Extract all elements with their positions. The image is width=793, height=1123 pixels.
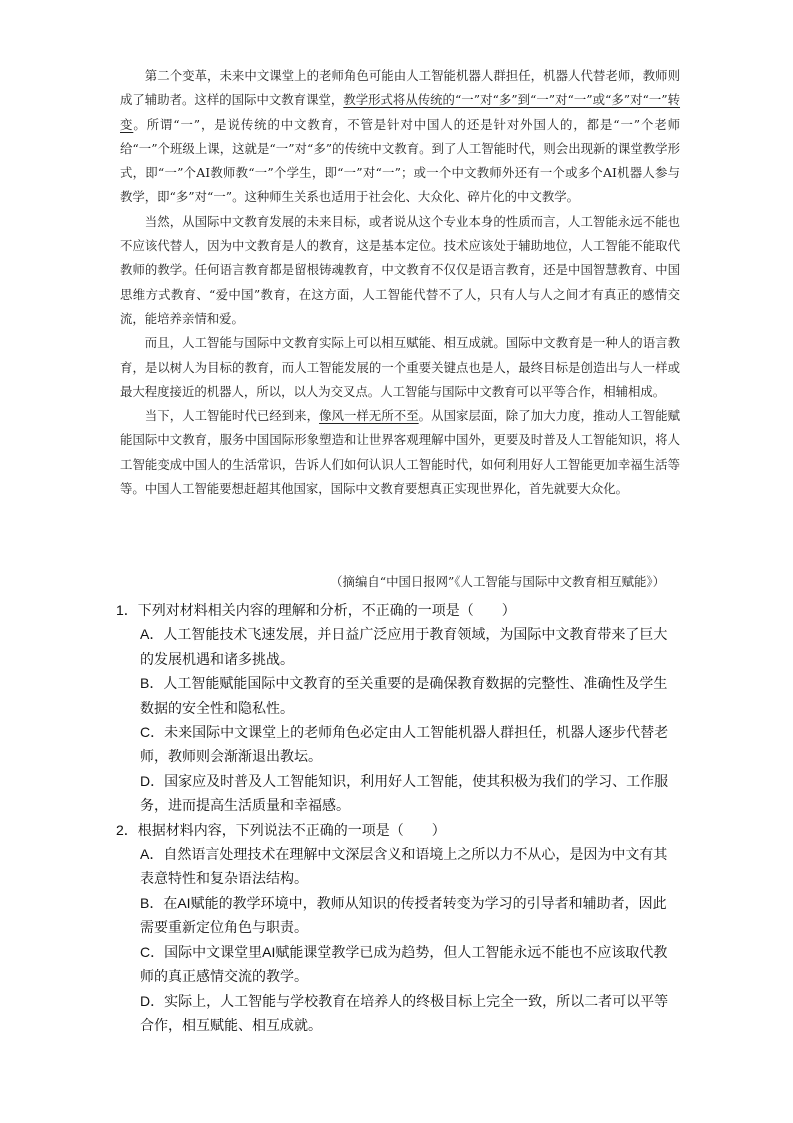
option-b: B．在AI赋能的教学环境中，教师从知识的传授者转变为学习的引导者和辅助者，因此需要重新定位角色与职责。 bbox=[140, 894, 667, 936]
source-citation: （摘编自“中国日报网”《人工智能与国际中文教育相互赋能》） bbox=[330, 574, 665, 589]
passage-paragraph-1 bbox=[120, 64, 680, 210]
question-1 bbox=[116, 598, 676, 818]
question-stem: 2．根据材料内容，下列说法不正确的一项是（ ） bbox=[116, 821, 446, 838]
passage-paragraph-3: 而且，人工智能与国际中文教育实际上可以相互赋能、相互成就。国际中文教育是一种人的语言教育，是以树人为目标的教育，而人工智能发展的一个重要关键点也是人，最终目标是创造出与人一样或最大程度接近的机器人，所以，以人为交叉点。人工智能与国际中文教育可以平等合作，相辅相成。 bbox=[120, 335, 680, 399]
option-a: A．自然语言处理技术在理解中文深层含义和语境上之所以力不从心，是因为中文有其表意特性和复杂语法结构。 bbox=[140, 846, 668, 887]
option-c: C．未来国际中文课堂上的老师角色必定由人工智能机器人群担任，机器人逐步代替老师，教师则会渐渐退出教坛。 bbox=[140, 724, 669, 765]
underlined-phrase: 像风一样无所不至 bbox=[319, 408, 419, 424]
passage-paragraph-2: 当然，从国际中文教育发展的未来目标，或者说从这个专业本身的性质而言，人工智能永远不能也不应该代替人，因为中文教育是人的教育，这是基本定位。技术应该处于辅助地位，人工智能不能取代教师的教学。任何语言教育都是留根铸魂教育，中文教育不仅仅是语言教育，还是中国智慧教育、中国思维方式教育、“爱中国”教育，在这方面，人工智能代替不了人，只有人与人之间才有真正的感情交流，能培养亲情和爱。 bbox=[120, 213, 680, 326]
passage-text: 当下，人工智能时代已经到来， bbox=[144, 408, 320, 424]
option-d: D．国家应及时普及人工智能知识，利用好人工智能，使其积极为我们的学习、工作服务，进而提高生活质量和幸福感。 bbox=[140, 772, 669, 814]
passage-text: 第二个变革，未来中文课堂上的老师角色可能由人工智能机器人群担任，机器人代替老师，教师则成了辅助者。这样的国际中文教育课堂， bbox=[120, 68, 680, 108]
passage-paragraph-4 bbox=[120, 404, 680, 501]
passage-text: 。从国家层面，除了加大力度，推动人工智能赋能国际中文教育，服务中国国际形象塑造和让世界客观理解中国外，更要及时普及人工智能知识，将人工智能变成中国人的生活常识，告诉人们如何认识人工智能时代，如何利用好人工智能更加幸福生活等等。中国人工智能要想赶超其他国家，国际中文教育要想真正实现世界化，首先就要大众化。 bbox=[120, 408, 681, 497]
option-a: A．人工智能技术飞速发展，并日益广泛应用于教育领域，为国际中文教育带来了巨大的发展机遇和诸多挑战。 bbox=[140, 626, 668, 667]
option-d: D．实际上，人工智能与学校教育在培养人的终极目标上完全一致，所以二者可以平等合作，相互赋能、相互成就。 bbox=[140, 992, 669, 1033]
option-b: B．人工智能赋能国际中文教育的至关重要的是确保教育数据的完整性、准确性及学生数据的安全性和隐私性。 bbox=[140, 675, 668, 716]
question-2 bbox=[116, 818, 676, 1038]
reading-passage bbox=[120, 64, 680, 501]
underlined-sentence: 教学形式将从传统的“一”对“多”到“一”对“一”或“多”对“一”转变 bbox=[120, 92, 681, 132]
question-stem: 1．下列对材料相关内容的理解和分析，不正确的一项是（ ） bbox=[116, 602, 516, 618]
passage-text: 。所谓“一”，是说传统的中文教育，不管是针对中国人的还是针对外国人的，都是“一”个老师给“一”个班级上课，这就是“一”对“多”的传统中文教育。到了人工智能时代，则会出现新的课堂教学形式，即“一”个AI教师教“一”个学生，即“一”对“一”；或一个中文教师外还有一个或多个AI机器人参与教学，即“多”对“一”。这种师生关系也适用于社会化、大众化、碎片化的中文教学。 bbox=[120, 116, 681, 205]
option-c: C．国际中文课堂里AI赋能课堂教学已成为趋势，但人工智能永远不能也不应该取代教师的真正感情交流的教学。 bbox=[140, 943, 668, 985]
question-list bbox=[116, 598, 676, 1037]
